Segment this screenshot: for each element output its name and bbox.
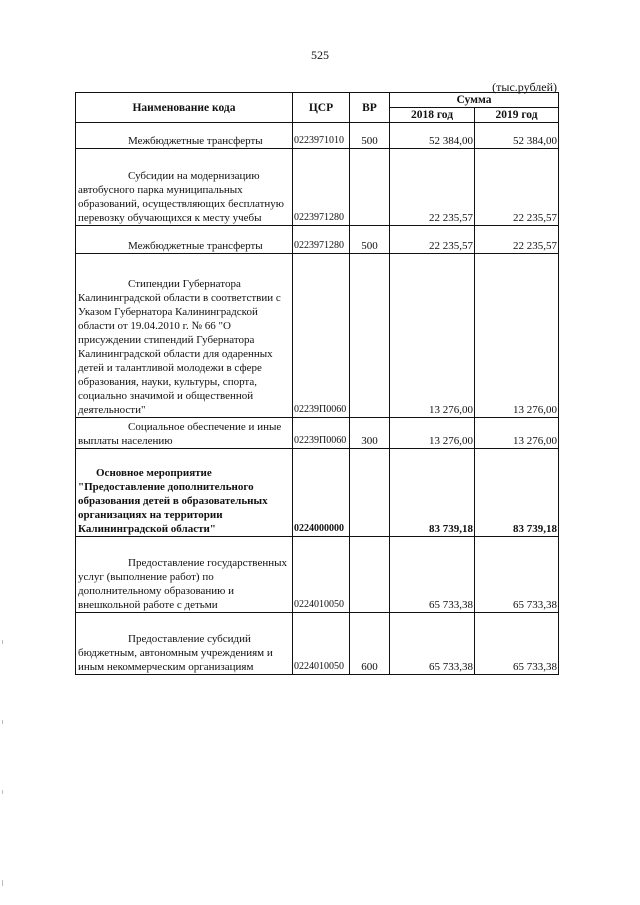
row-csr: 0224010050 bbox=[293, 537, 350, 613]
row-2018: 22 235,57 bbox=[390, 149, 475, 226]
table-row bbox=[76, 149, 559, 226]
row-name: Субсидии на модернизацию автобусного парка муниципальных образований, осуществляющих бесплатную перевозку обучающихся к месту учебы bbox=[76, 149, 293, 226]
row-csr: 0223971010 bbox=[293, 123, 350, 149]
row-2019: 52 384,00 bbox=[475, 123, 559, 149]
row-csr: 02239П0060 bbox=[293, 254, 350, 418]
table-row bbox=[76, 123, 559, 149]
row-csr: 0223971280 bbox=[293, 226, 350, 254]
header-csr: ЦСР bbox=[293, 93, 350, 123]
row-2018: 22 235,57 bbox=[390, 226, 475, 254]
row-csr: 0224000000 bbox=[293, 449, 350, 537]
table-row bbox=[76, 449, 559, 537]
row-name: Стипендии Губернатора Калининградской области в соответствии с Указом Губернатора Калининградской области от 19.04.2010 г. № 66 "О присуждении стипендий Губернатора Калининградской области для одаренных детей и талантливой молодежи в сфере образования, науки, культуры, спорта, социально значимой и общественной деятельности" bbox=[76, 254, 293, 418]
page-number: 525 bbox=[311, 48, 329, 62]
row-name: Межбюджетные трансферты bbox=[76, 226, 293, 254]
row-2019: 22 235,57 bbox=[475, 149, 559, 226]
row-2018: 13 276,00 bbox=[390, 418, 475, 449]
row-2018: 13 276,00 bbox=[390, 254, 475, 418]
header-name: Наименование кода bbox=[76, 93, 293, 123]
row-vr bbox=[350, 254, 390, 418]
row-2019: 83 739,18 bbox=[475, 449, 559, 537]
row-vr: 600 bbox=[350, 613, 390, 675]
header-year-2018: 2018 год bbox=[390, 108, 475, 123]
scan-mark bbox=[2, 720, 3, 724]
row-name: Предоставление субсидий бюджетным, автономным учреждениям и иным некоммерческим организациям bbox=[76, 613, 293, 675]
row-2019: 65 733,38 bbox=[475, 613, 559, 675]
scan-mark bbox=[2, 640, 3, 644]
row-vr: 500 bbox=[350, 226, 390, 254]
row-2018: 83 739,18 bbox=[390, 449, 475, 537]
row-2019: 13 276,00 bbox=[475, 254, 559, 418]
row-2019: 65 733,38 bbox=[475, 537, 559, 613]
row-vr: 300 bbox=[350, 418, 390, 449]
row-csr: 0223971280 bbox=[293, 149, 350, 226]
header-sum: Сумма bbox=[390, 93, 559, 108]
budget-table bbox=[75, 92, 559, 675]
units-label: (тыс.рублей) bbox=[492, 80, 557, 94]
table-row bbox=[76, 537, 559, 613]
scan-mark bbox=[2, 880, 3, 886]
row-csr: 0224010050 bbox=[293, 613, 350, 675]
row-2019: 13 276,00 bbox=[475, 418, 559, 449]
header-vr: ВР bbox=[350, 93, 390, 123]
header-year-2019: 2019 год bbox=[475, 108, 559, 123]
table-row bbox=[76, 418, 559, 449]
row-vr bbox=[350, 537, 390, 613]
scan-mark bbox=[2, 790, 3, 794]
row-vr: 500 bbox=[350, 123, 390, 149]
table-row bbox=[76, 613, 559, 675]
row-2018: 65 733,38 bbox=[390, 613, 475, 675]
table-row bbox=[76, 254, 559, 418]
row-name: Социальное обеспечение и иные выплаты населению bbox=[76, 418, 293, 449]
row-vr bbox=[350, 449, 390, 537]
row-2019: 22 235,57 bbox=[475, 226, 559, 254]
row-vr bbox=[350, 149, 390, 226]
row-2018: 65 733,38 bbox=[390, 537, 475, 613]
row-csr: 02239П0060 bbox=[293, 418, 350, 449]
row-name: Предоставление государственных услуг (выполнение работ) по дополнительному образованию и внешкольной работе с детьми bbox=[76, 537, 293, 613]
table-row bbox=[76, 226, 559, 254]
row-name: Основное мероприятие "Предоставление дополнительного образования детей в образовательных организациях на территории Калининградской области" bbox=[76, 449, 293, 537]
row-name: Межбюджетные трансферты bbox=[76, 123, 293, 149]
row-2018: 52 384,00 bbox=[390, 123, 475, 149]
